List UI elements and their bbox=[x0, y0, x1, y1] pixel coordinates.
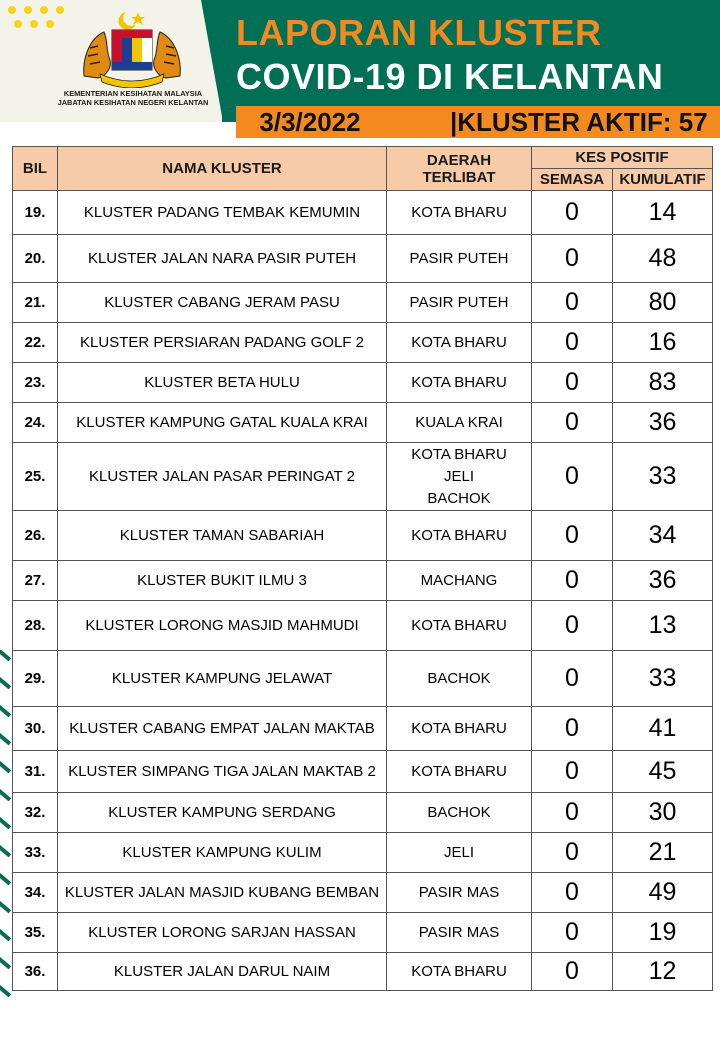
cell-nama-kluster: KLUSTER CABANG JERAM PASU bbox=[58, 283, 387, 323]
table-row bbox=[13, 651, 713, 707]
table-row bbox=[13, 953, 713, 991]
cell-semasa: 0 bbox=[532, 953, 613, 991]
cell-daerah bbox=[387, 833, 532, 873]
daerah-line: KOTA BHARU bbox=[411, 373, 507, 391]
cell-nama-kluster: KLUSTER TAMAN SABARIAH bbox=[58, 511, 387, 561]
decorative-stripes-icon bbox=[0, 650, 12, 1040]
header-semasa: SEMASA bbox=[532, 169, 613, 191]
cell-daerah bbox=[387, 751, 532, 793]
agency-name bbox=[38, 89, 228, 107]
table-row bbox=[13, 561, 713, 601]
table-row bbox=[13, 707, 713, 751]
cell-daerah bbox=[387, 873, 532, 913]
daerah-line: BACHOK bbox=[427, 803, 491, 821]
table-row bbox=[13, 793, 713, 833]
cell-daerah bbox=[387, 651, 532, 707]
cell-kumulatif: 19 bbox=[613, 913, 713, 953]
cell-bil: 27. bbox=[13, 561, 58, 601]
cell-daerah bbox=[387, 561, 532, 601]
agency-line-2: JABATAN KESIHATAN NEGERI KELANTAN bbox=[57, 98, 209, 107]
header-daerah-terlibat bbox=[387, 147, 532, 191]
header-kes-positif: KES POSITIF bbox=[532, 147, 713, 169]
cell-bil: 25. bbox=[13, 443, 58, 511]
cell-daerah bbox=[387, 443, 532, 511]
cell-kumulatif: 34 bbox=[613, 511, 713, 561]
daerah-line: PASIR PUTEH bbox=[409, 293, 509, 311]
cell-nama-kluster: KLUSTER JALAN MASJID KUBANG BEMBAN bbox=[58, 873, 387, 913]
cell-daerah bbox=[387, 323, 532, 363]
cell-bil: 20. bbox=[13, 235, 58, 283]
cell-bil: 30. bbox=[13, 707, 58, 751]
active-cluster-count: |KLUSTER AKTIF: 57 bbox=[384, 106, 720, 138]
cell-kumulatif: 36 bbox=[613, 403, 713, 443]
cell-kumulatif: 12 bbox=[613, 953, 713, 991]
cell-bil: 29. bbox=[13, 651, 58, 707]
cell-nama-kluster: KLUSTER BUKIT ILMU 3 bbox=[58, 561, 387, 601]
cell-daerah bbox=[387, 601, 532, 651]
cell-nama-kluster: KLUSTER KAMPUNG JELAWAT bbox=[58, 651, 387, 707]
daerah-line: KOTA BHARU bbox=[411, 762, 507, 780]
cell-nama-kluster: KLUSTER JALAN NARA PASIR PUTEH bbox=[58, 235, 387, 283]
cell-nama-kluster: KLUSTER BETA HULU bbox=[58, 363, 387, 403]
daerah-line: KOTA BHARU bbox=[411, 445, 507, 463]
cell-semasa: 0 bbox=[532, 873, 613, 913]
daerah-line: PASIR MAS bbox=[418, 923, 500, 941]
cell-semasa: 0 bbox=[532, 323, 613, 363]
cell-semasa: 0 bbox=[532, 793, 613, 833]
cell-kumulatif: 36 bbox=[613, 561, 713, 601]
malaysia-coat-of-arms-icon bbox=[76, 8, 188, 88]
cell-kumulatif: 14 bbox=[613, 191, 713, 235]
cell-nama-kluster: KLUSTER SIMPANG TIGA JALAN MAKTAB 2 bbox=[58, 751, 387, 793]
daerah-line: KOTA BHARU bbox=[411, 616, 507, 634]
table-row bbox=[13, 833, 713, 873]
daerah-line: KOTA BHARU bbox=[411, 333, 507, 351]
daerah-line: KUALA KRAI bbox=[415, 413, 503, 431]
header-bil: BIL bbox=[13, 147, 58, 191]
header-kumulatif: KUMULATIF bbox=[613, 169, 713, 191]
cell-kumulatif: 33 bbox=[613, 443, 713, 511]
cell-nama-kluster: KLUSTER CABANG EMPAT JALAN MAKTAB bbox=[58, 707, 387, 751]
cell-semasa: 0 bbox=[532, 403, 613, 443]
report-title-line-2: COVID-19 DI KELANTAN bbox=[236, 56, 664, 97]
cell-bil: 35. bbox=[13, 913, 58, 953]
daerah-line: JELI bbox=[443, 467, 474, 485]
cell-kumulatif: 13 bbox=[613, 601, 713, 651]
decorative-dots-icon bbox=[8, 6, 78, 46]
table-row bbox=[13, 601, 713, 651]
cell-semasa: 0 bbox=[532, 443, 613, 511]
header-daerah-line-2: TERLIBAT bbox=[422, 168, 496, 186]
table-row bbox=[13, 511, 713, 561]
cell-daerah bbox=[387, 283, 532, 323]
cell-semasa: 0 bbox=[532, 283, 613, 323]
table-row bbox=[13, 443, 713, 511]
table-row bbox=[13, 323, 713, 363]
header-logo-panel bbox=[0, 0, 222, 122]
cell-semasa: 0 bbox=[532, 913, 613, 953]
cell-daerah bbox=[387, 403, 532, 443]
cell-kumulatif: 80 bbox=[613, 283, 713, 323]
cell-kumulatif: 33 bbox=[613, 651, 713, 707]
daerah-line: BACHOK bbox=[427, 669, 491, 687]
table-row bbox=[13, 363, 713, 403]
report-date: 3/3/2022 bbox=[236, 106, 384, 138]
cell-bil: 19. bbox=[13, 191, 58, 235]
cell-kumulatif: 83 bbox=[613, 363, 713, 403]
cell-bil: 26. bbox=[13, 511, 58, 561]
cell-bil: 32. bbox=[13, 793, 58, 833]
cell-kumulatif: 30 bbox=[613, 793, 713, 833]
table-row bbox=[13, 283, 713, 323]
table-row bbox=[13, 913, 713, 953]
cell-daerah bbox=[387, 511, 532, 561]
table-row bbox=[13, 403, 713, 443]
cell-daerah bbox=[387, 953, 532, 991]
cell-semasa: 0 bbox=[532, 363, 613, 403]
cluster-table bbox=[12, 146, 713, 991]
cell-nama-kluster: KLUSTER PADANG TEMBAK KEMUMIN bbox=[58, 191, 387, 235]
daerah-line: JELI bbox=[443, 843, 474, 861]
cell-nama-kluster: KLUSTER KAMPUNG KULIM bbox=[58, 833, 387, 873]
daerah-line: KOTA BHARU bbox=[411, 203, 507, 221]
header-daerah-line-1: DAERAH bbox=[426, 151, 492, 169]
daerah-line: MACHANG bbox=[420, 571, 498, 589]
cell-kumulatif: 16 bbox=[613, 323, 713, 363]
cell-kumulatif: 21 bbox=[613, 833, 713, 873]
cell-semasa: 0 bbox=[532, 601, 613, 651]
table-row bbox=[13, 751, 713, 793]
cell-nama-kluster: KLUSTER JALAN PASAR PERINGAT 2 bbox=[58, 443, 387, 511]
cell-nama-kluster: KLUSTER KAMPUNG GATAL KUALA KRAI bbox=[58, 403, 387, 443]
cell-bil: 36. bbox=[13, 953, 58, 991]
cell-nama-kluster: KLUSTER LORONG SARJAN HASSAN bbox=[58, 913, 387, 953]
cell-semasa: 0 bbox=[532, 235, 613, 283]
table-row bbox=[13, 235, 713, 283]
report-header bbox=[0, 0, 720, 138]
report-title-line-1: LAPORAN KLUSTER bbox=[236, 12, 602, 53]
cell-bil: 28. bbox=[13, 601, 58, 651]
cell-kumulatif: 45 bbox=[613, 751, 713, 793]
cell-daerah bbox=[387, 707, 532, 751]
cell-bil: 22. bbox=[13, 323, 58, 363]
cell-semasa: 0 bbox=[532, 651, 613, 707]
cell-semasa: 0 bbox=[532, 191, 613, 235]
cell-nama-kluster: KLUSTER LORONG MASJID MAHMUDI bbox=[58, 601, 387, 651]
agency-line-1: KEMENTERIAN KESIHATAN MALAYSIA bbox=[63, 89, 203, 98]
cell-semasa: 0 bbox=[532, 511, 613, 561]
daerah-line: BACHOK bbox=[427, 489, 491, 507]
daerah-line: PASIR PUTEH bbox=[409, 249, 509, 267]
cell-kumulatif: 49 bbox=[613, 873, 713, 913]
daerah-line: PASIR MAS bbox=[418, 883, 500, 901]
cell-daerah bbox=[387, 235, 532, 283]
daerah-line: KOTA BHARU bbox=[411, 962, 507, 980]
cell-daerah bbox=[387, 191, 532, 235]
header-nama-kluster: NAMA KLUSTER bbox=[58, 147, 387, 191]
cell-nama-kluster: KLUSTER KAMPUNG SERDANG bbox=[58, 793, 387, 833]
cell-daerah bbox=[387, 363, 532, 403]
cell-semasa: 0 bbox=[532, 561, 613, 601]
cell-semasa: 0 bbox=[532, 707, 613, 751]
cell-nama-kluster: KLUSTER PERSIARAN PADANG GOLF 2 bbox=[58, 323, 387, 363]
cell-semasa: 0 bbox=[532, 751, 613, 793]
daerah-line: KOTA BHARU bbox=[411, 526, 507, 544]
table-row bbox=[13, 191, 713, 235]
cell-bil: 33. bbox=[13, 833, 58, 873]
cell-daerah bbox=[387, 793, 532, 833]
cell-bil: 21. bbox=[13, 283, 58, 323]
cell-nama-kluster: KLUSTER JALAN DARUL NAIM bbox=[58, 953, 387, 991]
cell-daerah bbox=[387, 913, 532, 953]
cell-kumulatif: 48 bbox=[613, 235, 713, 283]
table-row bbox=[13, 873, 713, 913]
cell-kumulatif: 41 bbox=[613, 707, 713, 751]
cell-bil: 24. bbox=[13, 403, 58, 443]
daerah-line: KOTA BHARU bbox=[411, 719, 507, 737]
cell-bil: 34. bbox=[13, 873, 58, 913]
cell-bil: 23. bbox=[13, 363, 58, 403]
cell-semasa: 0 bbox=[532, 833, 613, 873]
cell-bil: 31. bbox=[13, 751, 58, 793]
